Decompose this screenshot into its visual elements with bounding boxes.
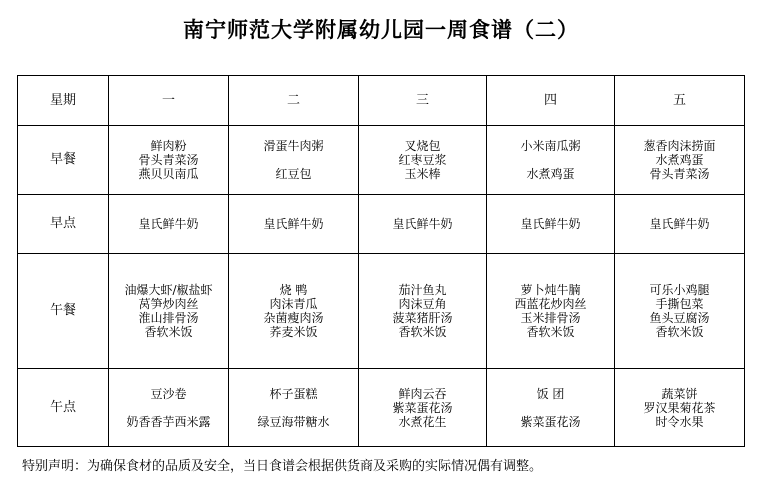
meal-label: 午点 <box>18 369 109 447</box>
meal-label: 午餐 <box>18 254 109 369</box>
dish-line: 葱香肉沫捞面 <box>643 139 716 153</box>
dish-line: 玉米棒 <box>404 167 441 181</box>
dish-line: 萝卜炖牛腩 <box>520 283 581 297</box>
dish-line: 时令水果 <box>655 414 704 429</box>
dish-line: 水煮鸡蛋 <box>526 167 575 181</box>
dish-line: 骨头青菜汤 <box>138 153 199 167</box>
menu-cell <box>359 254 487 369</box>
menu-cell <box>615 369 745 447</box>
dish-line: 蔬菜饼 <box>661 386 698 401</box>
dish-line: 油爆大虾/椒盐虾 <box>124 283 213 297</box>
meal-row-afternoon-snack <box>18 369 745 447</box>
day-header-2: 二 <box>229 76 359 126</box>
dish-line: 香软米饭 <box>526 325 575 339</box>
dish-line: 小米南瓜粥 <box>520 139 581 153</box>
day-header-1: 一 <box>109 76 229 126</box>
dish-line: 水煮花生 <box>398 414 447 429</box>
dish-line: 皇氏鲜牛奶 <box>649 217 710 231</box>
dish-line: 皇氏鲜牛奶 <box>392 217 453 231</box>
menu-cell <box>229 369 359 447</box>
page-title: 南宁师范大学附属幼儿园一周食谱（二） <box>183 18 579 42</box>
menu-cell <box>615 126 745 195</box>
dish-line: 红枣豆浆 <box>398 153 447 167</box>
dish-line: 皇氏鲜牛奶 <box>520 217 581 231</box>
meal-row-morning-snack <box>18 195 745 254</box>
dish-line: 肉沫青瓜 <box>269 297 318 311</box>
dish-line: 鲜肉云吞 <box>398 386 447 401</box>
menu-cell <box>487 254 615 369</box>
menu-cell <box>109 369 229 447</box>
dish-line: 西蓝花炒肉丝 <box>514 297 587 311</box>
line-gap <box>229 153 358 167</box>
meal-row-breakfast <box>18 126 745 195</box>
menu-cell <box>229 195 359 254</box>
menu-cell <box>615 195 745 254</box>
dish-line: 豆沙卷 <box>150 386 187 401</box>
menu-cell <box>615 254 745 369</box>
dish-line: 玉米排骨汤 <box>520 311 581 325</box>
dish-line: 杂菌瘦肉汤 <box>263 311 324 325</box>
dish-line: 紫菜蛋花汤 <box>392 400 453 415</box>
dish-line: 茄汁鱼丸 <box>398 283 447 297</box>
dish-line: 饭 团 <box>536 386 565 401</box>
dish-line: 手撕包菜 <box>655 297 704 311</box>
menu-cell <box>359 126 487 195</box>
dish-line: 菠菜猪肝汤 <box>392 311 453 325</box>
dish-line: 红豆包 <box>275 167 312 181</box>
dish-line: 莴笋炒肉丝 <box>138 297 199 311</box>
menu-cell <box>109 195 229 254</box>
dish-line: 香软米饭 <box>655 325 704 339</box>
menu-cell <box>229 254 359 369</box>
dish-line: 淮山排骨汤 <box>138 311 199 325</box>
dish-line: 鲜肉粉 <box>150 139 187 153</box>
dish-line: 绿豆海带糖水 <box>257 414 330 429</box>
dish-line: 骨头青菜汤 <box>649 167 710 181</box>
dish-line: 杯子蛋糕 <box>269 386 318 401</box>
dish-line: 皇氏鲜牛奶 <box>263 217 324 231</box>
dish-line: 紫菜蛋花汤 <box>520 414 581 429</box>
special-notice: 特别声明：为确保食材的品质及安全，当日食谱会根据供货商及采购的实际情况偶有调整。 <box>22 459 543 474</box>
menu-cell <box>359 195 487 254</box>
line-gap <box>487 153 614 167</box>
menu-cell <box>109 126 229 195</box>
meal-row-lunch <box>18 254 745 369</box>
line-gap <box>487 401 614 415</box>
dish-line: 水煮鸡蛋 <box>655 153 704 167</box>
meal-label: 早餐 <box>18 126 109 195</box>
menu-cell <box>487 126 615 195</box>
dish-line: 鱼头豆腐汤 <box>649 311 710 325</box>
dish-line: 叉烧包 <box>404 139 441 153</box>
line-gap <box>109 401 228 415</box>
day-header-4: 四 <box>487 76 615 126</box>
dish-line: 滑蛋牛肉粥 <box>263 139 324 153</box>
header-row <box>18 76 745 126</box>
menu-cell <box>109 254 229 369</box>
dish-line: 香软米饭 <box>398 325 447 339</box>
dish-line: 皇氏鲜牛奶 <box>138 217 199 231</box>
day-header-3: 三 <box>359 76 487 126</box>
line-gap <box>229 401 358 415</box>
dish-line: 肉沫豆角 <box>398 297 447 311</box>
menu-cell <box>487 369 615 447</box>
day-header-5: 五 <box>615 76 745 126</box>
menu-cell <box>487 195 615 254</box>
dish-line: 烧 鸭 <box>279 283 308 297</box>
dish-line: 香软米饭 <box>144 325 193 339</box>
dish-line: 罗汉果菊花茶 <box>643 400 716 415</box>
menu-table <box>17 75 745 447</box>
menu-cell <box>359 369 487 447</box>
weekday-header: 星期 <box>18 76 109 126</box>
meal-label: 早点 <box>18 195 109 254</box>
dish-line: 荞麦米饭 <box>269 325 318 339</box>
dish-line: 奶香香芋西米露 <box>126 414 211 429</box>
dish-line: 燕贝贝南瓜 <box>138 167 199 181</box>
menu-cell <box>229 126 359 195</box>
dish-line: 可乐小鸡腿 <box>649 283 710 297</box>
